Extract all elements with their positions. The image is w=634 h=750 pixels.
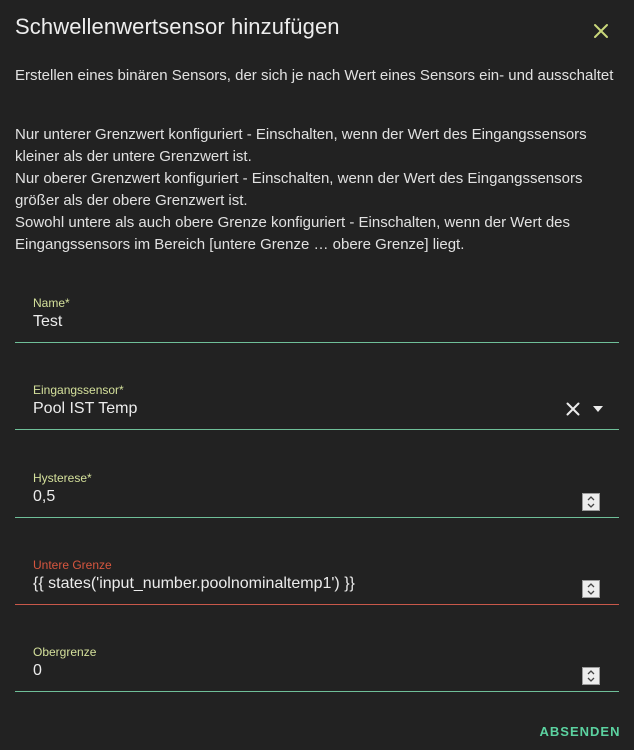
upper-limit-input[interactable]: 0 (33, 662, 42, 679)
dropdown-arrow-icon[interactable] (591, 404, 605, 414)
lower-limit-input[interactable]: {{ states('input_number.poolnominaltemp1') }} (33, 575, 355, 592)
lower-limit-label: Untere Grenze (33, 558, 112, 572)
upper-limit-field[interactable] (15, 637, 619, 692)
dialog-description: Erstellen eines binären Sensors, der sich je nach Wert eines Sensors ein- und ausschaltet (15, 67, 614, 84)
upper-limit-label: Obergrenze (33, 645, 97, 659)
hysteresis-field[interactable] (15, 463, 619, 518)
input-sensor-label: Eingangssensor* (33, 383, 124, 397)
name-input[interactable]: Test (33, 313, 63, 330)
description-line: Nur unterer Grenzwert konfiguriert - Einschalten, wenn der Wert des Eingangssensors kleiner als der untere Grenzwert ist. (15, 126, 587, 165)
dialog-title: Schwellenwertsensor hinzufügen (15, 14, 340, 39)
submit-button[interactable]: ABSENDEN (539, 723, 621, 739)
stepper-arrows-icon (586, 495, 596, 509)
dialog-description-details (15, 124, 619, 256)
lower-limit-field[interactable] (15, 550, 619, 605)
name-label: Name* (33, 296, 70, 310)
stepper-arrows-icon (586, 582, 596, 596)
close-button[interactable] (588, 20, 614, 42)
description-line: Nur oberer Grenzwert konfiguriert - Einschalten, wenn der Wert des Eingangssensors größer als der obere Grenzwert ist. (15, 170, 583, 209)
stepper-arrows-icon (586, 669, 596, 683)
hysteresis-label: Hysterese* (33, 471, 92, 485)
hysteresis-input[interactable]: 0,5 (33, 488, 56, 505)
clear-icon[interactable] (565, 401, 581, 417)
name-field[interactable] (15, 288, 619, 343)
input-sensor-field[interactable] (15, 375, 619, 430)
description-line: Sowohl untere als auch obere Grenze konfiguriert - Einschalten, wenn der Wert des Eingangssensors im Bereich [untere Grenze … obere Grenze] liegt. (15, 214, 571, 253)
number-stepper[interactable] (582, 580, 600, 598)
number-stepper[interactable] (582, 493, 600, 511)
close-icon (593, 23, 609, 39)
input-sensor-select[interactable]: Pool IST Temp (33, 400, 138, 417)
number-stepper[interactable] (582, 667, 600, 685)
